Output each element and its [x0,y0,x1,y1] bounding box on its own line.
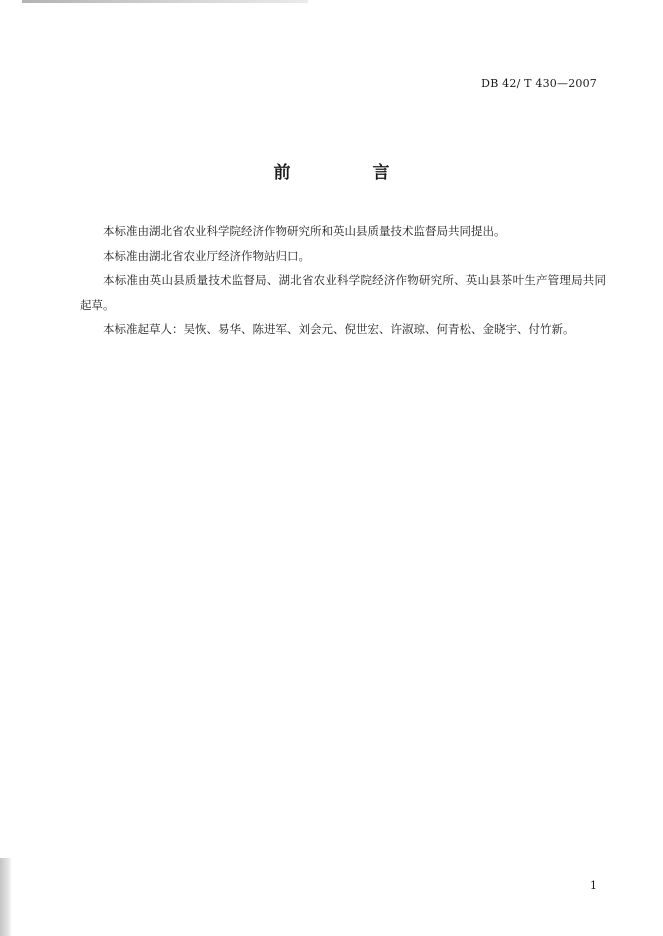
scan-edge-mark-left [0,858,12,936]
document-code: DB 42/ T 430—2007 [481,77,597,90]
page-number: 1 [590,879,597,892]
scan-edge-mark-top [22,0,308,3]
preface-body [80,219,606,342]
paragraph-drafted-by: 本标准由英山县质量技术监督局、湖北省农业科学院经济作物研究所、英山县茶叶生产管理局共同起草。 [80,273,606,312]
paragraph-centralized-by: 本标准由湖北省农业厅经济作物站归口。 [103,248,310,263]
paragraph-proposed-by: 本标准由湖北省农业科学院经济作物研究所和英山县质量技术监督局共同提出。 [103,224,506,238]
paragraph-drafters: 本标准起草人：吴恢、易华、陈进军、刘会元、倪世宏、许淑琼、何青松、金晓宇、付竹新。 [103,322,575,336]
page-title: 前 言 [273,163,428,183]
